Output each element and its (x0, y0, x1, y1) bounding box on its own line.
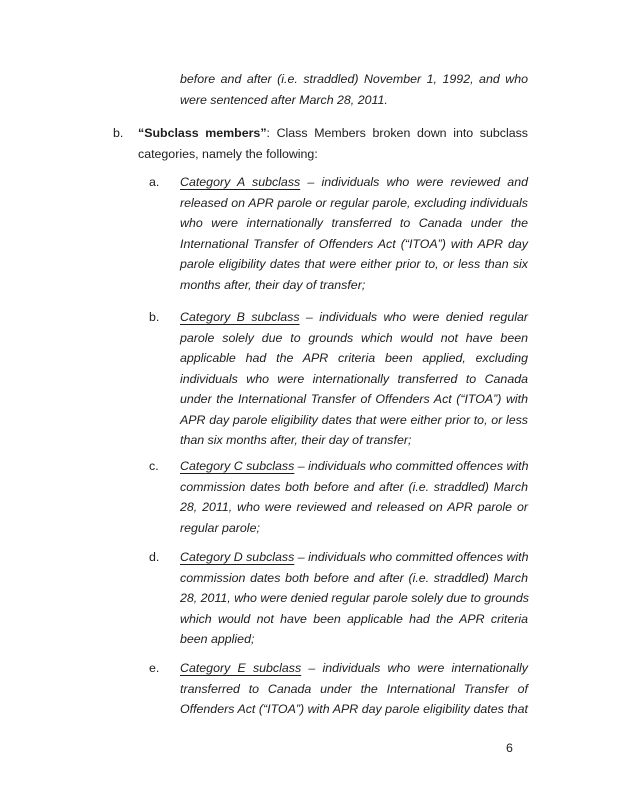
text-line (180, 254, 528, 275)
text-line (180, 275, 528, 296)
defined-term: “Subclass members” (138, 126, 267, 140)
definition-item-subclass-members (113, 123, 528, 164)
text-segment: applicable had the APR criteria been applied, excluding (180, 351, 528, 365)
text-line (180, 307, 528, 328)
text-line (138, 123, 528, 144)
page-number: 6 (506, 741, 513, 755)
text-segment: been applied; (180, 632, 255, 646)
text-line (180, 328, 528, 349)
subclass-item-c (149, 456, 529, 538)
text-line (180, 348, 528, 369)
subclass-c-text (180, 456, 528, 538)
text-line (138, 144, 528, 165)
subclass-name: Category C subclass (180, 459, 295, 473)
text-segment: International Transfer of Offenders Act (“ITOA”) with APR day (180, 236, 528, 251)
text-segment: under the International Transfer of Offenders Act (“ITOA”) with (180, 392, 528, 406)
list-marker-b: b. (149, 310, 160, 324)
text-segment: who were internationally transferred to Canada under the (180, 216, 528, 230)
text-segment: – individuals who were reviewed and (300, 175, 528, 189)
text-line (180, 193, 528, 214)
definition-text (138, 123, 528, 164)
subclass-name: Category A subclass (180, 175, 301, 189)
text-segment: than six months after, their day of transfer; (180, 433, 412, 447)
text-line (180, 369, 528, 390)
text-segment: categories, namely the following: (138, 146, 318, 161)
text-line (180, 213, 528, 234)
text-segment: – individuals who were denied regular (299, 310, 528, 324)
subclass-name: Category B subclass (180, 310, 300, 324)
text-line (180, 389, 528, 410)
subclass-item-d (149, 547, 530, 650)
text-line (180, 430, 528, 451)
list-marker-a: a. (149, 175, 160, 189)
text-line (180, 629, 528, 650)
text-line (180, 69, 528, 90)
text-segment: : Class Members broken down into subclass (266, 126, 528, 140)
text-line (180, 588, 528, 609)
subclass-e-text (180, 658, 528, 720)
text-line (180, 658, 528, 679)
text-segment: months after, their day of transfer; (180, 277, 366, 292)
text-segment: APR day parole eligibility dates that were either prior to, or less (180, 412, 528, 427)
text-line (180, 547, 528, 568)
text-line (180, 410, 528, 431)
text-line (180, 679, 528, 700)
text-segment: before and after (i.e. straddled) November 1, 1992, and who (180, 72, 528, 86)
text-segment: commission dates both before and after (i.e. straddled) March (180, 570, 528, 585)
text-line (180, 90, 528, 111)
list-marker-d: d. (149, 550, 160, 564)
text-segment: Offenders Act (“ITOA”) with APR day parole eligibility dates that (180, 702, 528, 716)
text-segment: individuals who were internationally transferred to Canada (180, 371, 528, 386)
text-segment: – individuals who were internationally (301, 661, 528, 675)
text-line (180, 234, 528, 255)
text-segment: transferred to Canada under the International Transfer of (180, 681, 528, 696)
text-segment: which would not have been applicable had the APR criteria (180, 611, 528, 626)
text-line (180, 477, 528, 498)
intro-paragraph (180, 69, 528, 110)
text-segment: regular parole; (180, 520, 260, 535)
text-segment: were sentenced after March 28, 2011. (180, 92, 388, 107)
subclass-a-text (180, 172, 528, 295)
text-segment: 28, 2011, who were reviewed and released on APR parole or (180, 500, 528, 514)
text-segment: parole solely due to grounds which would not have been (180, 330, 528, 345)
text-line (180, 609, 528, 630)
subclass-name: Category D subclass (180, 550, 295, 564)
subclass-b-text (180, 307, 528, 451)
text-segment: released on APR parole or regular parole, excluding individuals (180, 195, 528, 210)
text-segment: – individuals who committed offences with (294, 459, 529, 473)
subclass-item-a (149, 172, 528, 295)
text-line (180, 172, 528, 193)
list-marker-e: e. (149, 661, 160, 675)
text-segment: commission dates both before and after (i.e. straddled) March (180, 479, 528, 494)
text-segment: 28, 2011, who were denied regular parole solely due to grounds (180, 591, 530, 605)
subclass-item-e (149, 658, 528, 720)
text-line (180, 456, 528, 477)
subclass-d-text (180, 547, 528, 650)
text-segment: – individuals who committed offences with (294, 550, 529, 564)
list-marker-b: b. (113, 126, 124, 140)
text-segment: parole eligibility dates that were either prior to, or less than six (180, 257, 528, 271)
text-line (180, 568, 528, 589)
text-line (180, 699, 528, 720)
text-line (180, 497, 528, 518)
subclass-item-b (149, 307, 528, 451)
subclass-name: Category E subclass (180, 661, 302, 675)
text-line (180, 518, 528, 539)
list-marker-c: c. (149, 459, 159, 473)
